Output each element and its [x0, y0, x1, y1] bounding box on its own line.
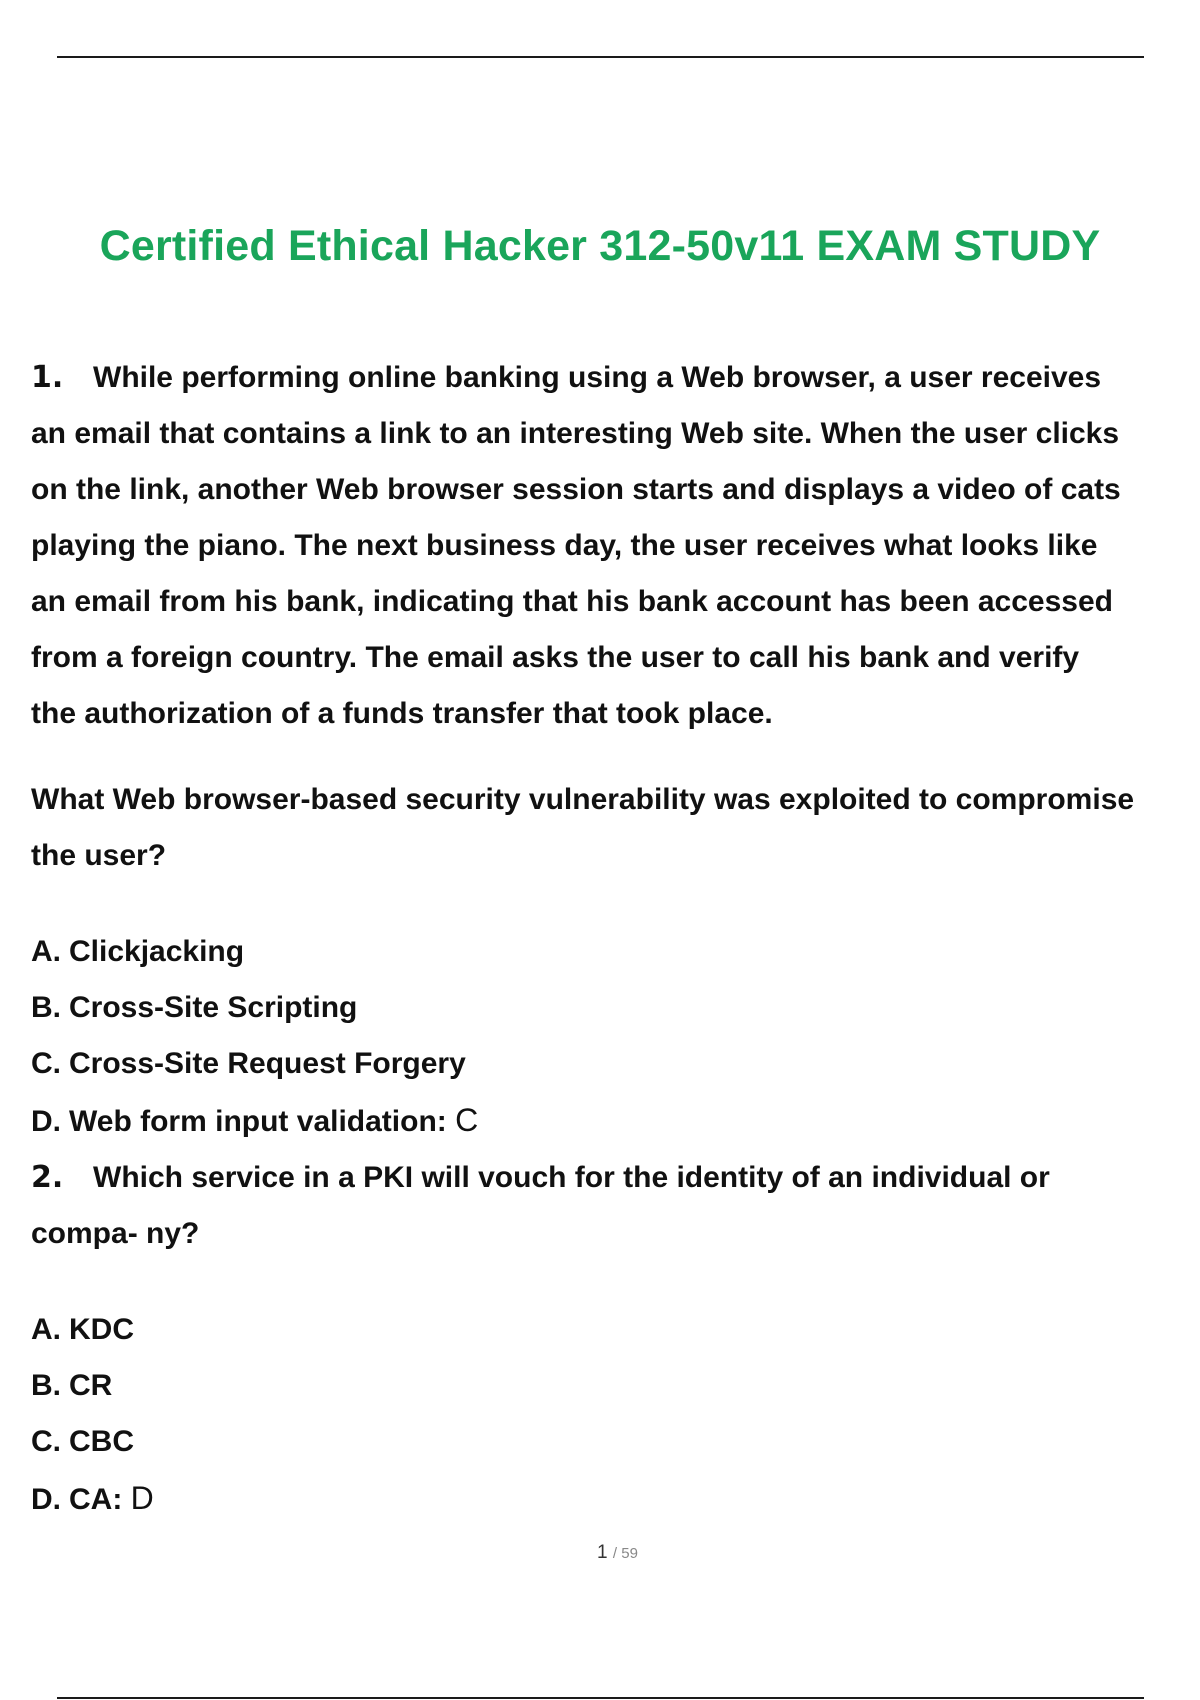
option-text: Clickjacking	[69, 935, 245, 968]
question-text-line: Which service in a PKI will vouch for the identity of an individual or	[93, 1161, 1050, 1194]
page-total: / 59	[612, 1545, 638, 1562]
option-letter: C.	[31, 1047, 61, 1080]
question-text-line: an email that contains a link to an interesting Web site. When the user clicks	[31, 417, 1120, 450]
question-text-line: the authorization of a funds transfer that took place.	[31, 697, 773, 730]
answer-key: C	[455, 1102, 479, 1138]
question-prompt-line: What Web browser-based security vulnerability was exploited to compromise	[31, 783, 1135, 816]
option-letter: B.	[31, 1369, 61, 1402]
option-b	[31, 1358, 1200, 1414]
option-text: CR	[69, 1369, 113, 1402]
question-1	[31, 350, 1200, 1150]
page-current: 1	[597, 1542, 608, 1563]
document-title: Certified Ethical Hacker 312-50v11 EXAM STUDY	[99, 222, 1101, 270]
footer-rule	[57, 1697, 1144, 1699]
page-number	[0, 1542, 1200, 1564]
option-letter: A.	[31, 1313, 61, 1346]
option-text: Cross-Site Scripting	[69, 991, 358, 1024]
option-text: CA:	[69, 1483, 123, 1516]
question-text-line: from a foreign country. The email asks the user to call his bank and verify	[31, 641, 1080, 674]
question-text-line: compa- ny?	[31, 1217, 200, 1250]
question-text-line: While performing online banking using a Web browser, a user receives	[93, 361, 1102, 394]
option-letter: D.	[31, 1483, 61, 1516]
option-letter: C.	[31, 1425, 61, 1458]
question-number: 1.	[31, 360, 64, 395]
document-body	[31, 350, 1200, 1528]
header-rule	[57, 56, 1144, 58]
option-text: Web form input validation:	[69, 1105, 447, 1138]
question-text-line: an email from his bank, indicating that his bank account has been accessed	[31, 585, 1113, 618]
option-d	[31, 1470, 1200, 1528]
option-text: Cross-Site Request Forgery	[69, 1047, 466, 1080]
option-letter: B.	[31, 991, 61, 1024]
question-2	[31, 1150, 1200, 1528]
option-a	[31, 1302, 1200, 1358]
question-text-line: playing the piano. The next business day, the user receives what looks like	[31, 529, 1098, 562]
option-b	[31, 980, 1200, 1036]
question-text-line: on the link, another Web browser session starts and displays a video of cats	[31, 473, 1121, 506]
option-letter: A.	[31, 935, 61, 968]
question-prompt-line: the user?	[31, 839, 167, 872]
option-a	[31, 924, 1200, 980]
option-text: KDC	[69, 1313, 134, 1346]
question-number: 2.	[31, 1160, 64, 1195]
option-d	[31, 1092, 1200, 1150]
option-c	[31, 1414, 1200, 1470]
answer-key: D	[130, 1480, 154, 1516]
option-text: CBC	[69, 1425, 134, 1458]
option-c	[31, 1036, 1200, 1092]
option-letter: D.	[31, 1105, 61, 1138]
